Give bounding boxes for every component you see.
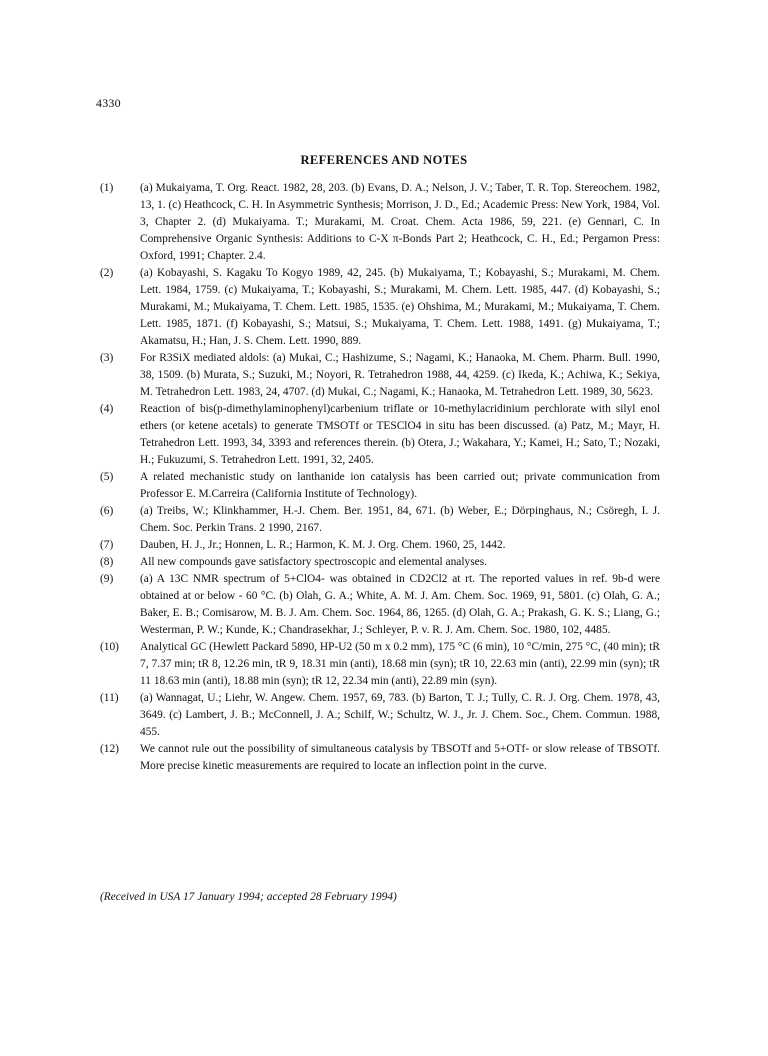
reference-number: (8) — [100, 556, 114, 568]
reference-number: (5) — [100, 471, 114, 483]
reference-number: (12) — [100, 743, 119, 755]
reference-item — [100, 537, 660, 554]
reference-item — [100, 639, 660, 690]
reference-number: (7) — [100, 539, 114, 551]
reference-number: (9) — [100, 573, 114, 585]
reference-number: (1) — [100, 182, 114, 194]
reference-text: A related mechanistic study on lanthanide ion catalysis has been carried out; private communication from Professor E. M.Carreira (California Institute of Technology). — [140, 471, 660, 500]
reference-text: Dauben, H. J., Jr.; Honnen, L. R.; Harmon, K. M. J. Org. Chem. 1960, 25, 1442. — [140, 539, 506, 551]
reference-number: (4) — [100, 403, 114, 415]
reference-text: For R3SiX mediated aldols: (a) Mukai, C.; Hashizume, S.; Nagami, K.; Hanaoka, M. Chem. Pharm. Bull. 1990, 38, 1509. (b) Murata, S.; Suzuki, M.; Noyori, R. Tetrahedron 1988, 44, 4259. (c) Ikeda, K.; Achiwa, K.; Sekiya, M. Tetrahedron Lett. 1983, 24, 4707. (d) Mukai, C.; Nagami, K.; Hanaoka, M. Tetrahedron Lett. 1989, 30, 5623. — [140, 352, 660, 398]
reference-text: Analytical GC (Hewlett Packard 5890, HP-U2 (50 m x 0.2 mm), 175 °C (6 min), 10 °C/min, 275 °C, (40 min); tR 7, 7.37 min; tR 8, 12.26 min, tR 9, 18.31 min (anti), 18.68 min (syn); tR 10, 22.63 min (anti), 22.99 min (syn); tR 11 18.63 min (anti), 18.88 min (syn); tR 12, 22.34 min (anti), 22.89 min (syn). — [140, 641, 660, 687]
reference-item — [100, 741, 660, 775]
reference-text: Reaction of bis(p-dimethylaminophenyl)carbenium triflate or 10-methylacridinium perchlorate with silyl enol ethers (or ketene acetals) to generate TMSOTf or TESClO4 in situ has been discussed. (a) Patz, M.; Mayr, H. Tetrahedron Lett. 1993, 34, 3393 and references therein. (b) Otera, J.; Wakahara, Y.; Kamei, H.; Sato, T.; Nozaki, H.; Fukuzumi, S. Tetrahedron Lett. 1991, 32, 2405. — [140, 403, 660, 466]
reference-item — [100, 350, 660, 401]
reference-text: (a) Treibs, W.; Klinkhammer, H.-J. Chem. Ber. 1951, 84, 671. (b) Weber, E.; Dörpinghaus, N.; Csöregh, I. J. Chem. Soc. Perkin Trans. 2 1990, 2167. — [140, 505, 660, 534]
reference-number: (2) — [100, 267, 114, 279]
reference-item — [100, 180, 660, 265]
reference-number: (3) — [100, 352, 114, 364]
reference-item — [100, 571, 660, 639]
reference-text: We cannot rule out the possibility of simultaneous catalysis by TBSOTf and 5+OTf- or slow release of TBSOTf. More precise kinetic measurements are required to locate an inflection point in the curve. — [140, 743, 660, 772]
reference-item — [100, 265, 660, 350]
reference-text: (a) A 13C NMR spectrum of 5+ClO4- was obtained in CD2Cl2 at rt. The reported values in ref. 9b-d were obtained at or below - 60 °C. (b) Olah, G. A.; White, A. M. J. Am. Chem. Soc. 1969, 91, 5801. (c) Olah, G. A.; Baker, E. B.; Comisarow, M. B. J. Am. Chem. Soc. 1964, 86, 1265. (d) Olah, G. A.; Prakash, G. K. S.; Liang, G.; Westerman, P. W.; Kunde, K.; Chandrasekhar, J.; Schleyer, P. v. R. J. Am. Chem. Soc. 1980, 102, 4485. — [140, 573, 660, 636]
reference-item — [100, 401, 660, 469]
reference-item — [100, 554, 660, 571]
reference-number: (11) — [100, 692, 119, 704]
reference-text: All new compounds gave satisfactory spectroscopic and elemental analyses. — [140, 556, 487, 568]
reference-text: (a) Mukaiyama, T. Org. React. 1982, 28, 203. (b) Evans, D. A.; Nelson, J. V.; Taber, T. R. Top. Stereochem. 1982, 13, 1. (c) Heathcock, C. H. In Asymmetric Synthesis; Morrison, J. D., Ed.; Academic Press: New York, 1984, Vol. 3, Chapter 2. (d) Mukaiyama. T.; Murakami, M. Croat. Chem. Acta 1986, 59, 221. (e) Gennari, C. In Comprehensive Organic Synthesis: Additions to C-X π-Bonds Part 2; Heathcock, C. H., Ed.; Pergamon Press: Oxford, 1991; Chapter. 2.4. — [140, 182, 660, 262]
reference-item — [100, 503, 660, 537]
received-dates-note: (Received in USA 17 January 1994; accepted 28 February 1994) — [100, 891, 397, 903]
reference-item — [100, 690, 660, 741]
reference-text: (a) Kobayashi, S. Kagaku To Kogyo 1989, 42, 245. (b) Mukaiyama, T.; Kobayashi, S.; Murakami, M. Chem. Lett. 1984, 1759. (c) Mukaiyama, T.; Kobayashi, S.; Murakami, M. Chem. Lett. 1985, 447. (d) Kobayashi, S.; Murakami, M.; Mukaiyama, T. Chem. Lett. 1985, 1535. (e) Ohshima, M.; Murakami, M.; Mukaiyama, T. Chem. Lett. 1985, 1871. (f) Kobayashi, S.; Matsui, S.; Mukaiyama, T. Chem. Lett. 1988, 1491. (g) Mukaiyama, T.; Akamatsu, H.; Han, J. S. Chem. Lett. 1990, 889. — [140, 267, 660, 347]
section-title: REFERENCES AND NOTES — [300, 153, 468, 167]
reference-list — [100, 180, 660, 775]
page-number: 4330 — [96, 96, 121, 110]
reference-number: (10) — [100, 641, 119, 653]
reference-text: (a) Wannagat, U.; Liehr, W. Angew. Chem. 1957, 69, 783. (b) Barton, T. J.; Tully, C. R. J. Org. Chem. 1978, 43, 3649. (c) Lambert, J. B.; McConnell, J. A.; Schilf, W.; Schultz, W. J., Jr. J. Chem. Soc., Chem. Commun. 1988, 455. — [140, 692, 660, 738]
reference-number: (6) — [100, 505, 114, 517]
reference-item — [100, 469, 660, 503]
